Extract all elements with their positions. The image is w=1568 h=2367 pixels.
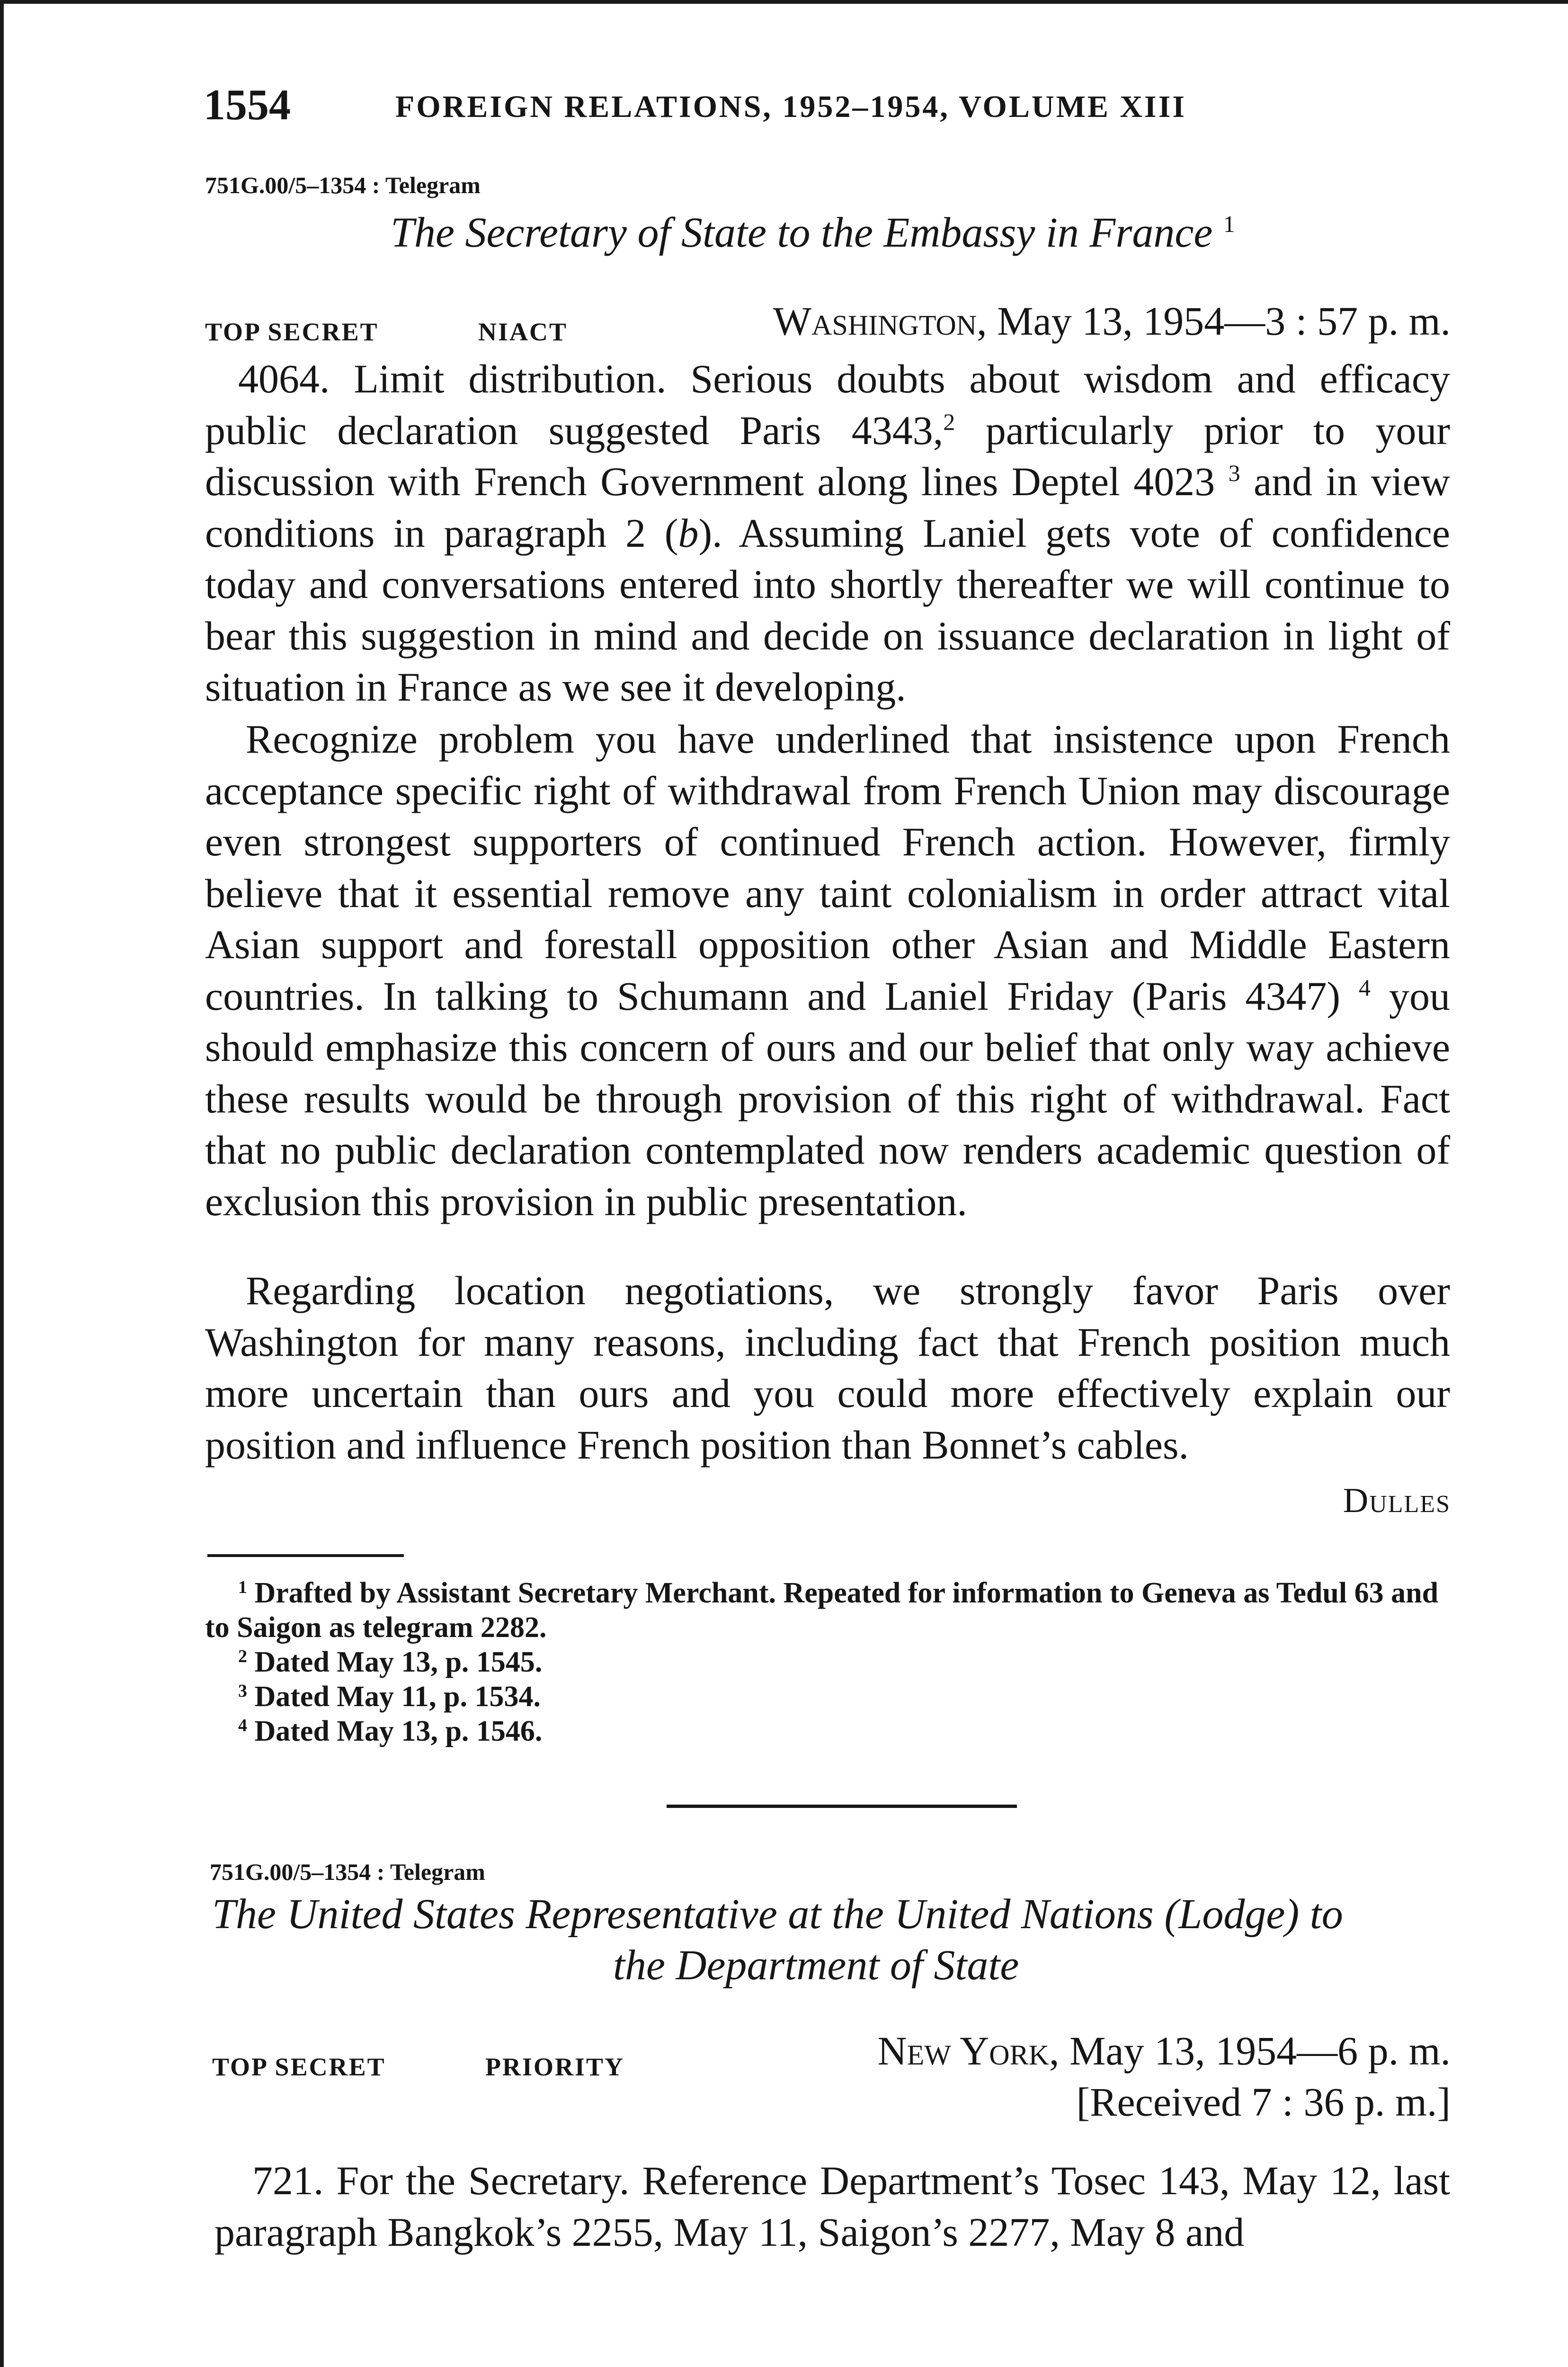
text-run: you should emphasize this concern of ours and our belief that only way achieve these results would be through provision of this right of withdrawal. Fact that no public declaration contemplated now renders academic question of exclusion this provision in public presentation. xyxy=(205,973,1450,1224)
italic-text: b xyxy=(678,510,699,556)
doc1-paragraph-3 xyxy=(205,1265,1450,1470)
doc1-title-text: The Secretary of State to the Embassy in France xyxy=(391,209,1213,256)
footnote-rule xyxy=(207,1554,404,1557)
doc1-classification: TOP SECRET xyxy=(205,318,379,346)
footnote-2 xyxy=(238,1645,1488,1680)
text-run: ). Assuming Laniel gets vote of confidence today and conversations entered into shortly thereafter we will continue to bear this suggestion in mind and decide on issuance declaration in light of situation in France as we see it developing. xyxy=(205,510,1450,710)
doc2-date: , May 13, 1954—6 p. m. xyxy=(1049,2028,1451,2073)
doc2-paragraph-1 xyxy=(214,2155,1450,2258)
doc1-title xyxy=(391,208,1235,257)
doc2-file-reference: 751G.00/5–1354 : Telegram xyxy=(210,1859,485,1885)
text-run: Regarding location negotiations, we strongly favor Paris over Washington for many reasons, including fact that French position much more uncertain than ours and you could more effectively explain our position and influence French position than Bonnet’s cables. xyxy=(205,1268,1450,1468)
doc1-signature: Dulles xyxy=(1343,1481,1451,1520)
footnote-reference: 2 xyxy=(943,408,955,435)
footnote-3-text: Dated May 11, p. 1534. xyxy=(254,1681,541,1713)
doc1-file-reference: 751G.00/5–1354 : Telegram xyxy=(205,172,481,198)
doc1-date: , May 13, 1954—3 : 57 p. m. xyxy=(977,298,1451,344)
footnote-3 xyxy=(238,1680,1488,1714)
doc2-title-line-1: The United States Representative at the United Nations (Lodge) to xyxy=(212,1891,1343,1938)
text-run: 721. For the Secretary. Reference Department’s Tosec 143, May 12, last paragraph Bangkok’s 2255, May 11, Saigon’s 2277, May 8 and xyxy=(214,2158,1450,2255)
footnote-2-number: 2 xyxy=(238,1646,247,1666)
footnote-3-number: 3 xyxy=(238,1681,247,1701)
text-run: and in view conditions in paragraph 2 ( xyxy=(205,459,1450,556)
doc2-classification: TOP SECRET xyxy=(212,2053,386,2081)
footnote-1 xyxy=(205,1576,1455,1645)
document-separator-rule xyxy=(667,1805,1017,1808)
doc1-title-footnote-marker: 1 xyxy=(1223,211,1235,237)
footnote-reference: 3 xyxy=(1228,460,1240,486)
text-run: particularly prior to your discussion with French Government along lines Deptel 4023 xyxy=(205,407,1450,504)
doc2-precedence: PRIORITY xyxy=(485,2053,625,2081)
footnote-1-text: Drafted by Assistant Secretary Merchant. Repeated for information to Geneva as Tedul 63 and to Saigon as telegram 2282. xyxy=(205,1577,1439,1644)
doc1-dateline xyxy=(773,297,1451,345)
text-run: Recognize problem you have underlined that insistence upon French acceptance specific right of withdrawal from French Union may discourage even strongest supporters of continued French action. However, firmly believe that it essential remove any taint colonialism in order attract vital Asian support and forestall opposition other Asian and Middle Eastern countries. In talking to Schumann and Laniel Friday (Paris 4347) xyxy=(205,716,1450,1019)
running-head: FOREIGN RELATIONS, 1952–1954, VOLUME XIII xyxy=(395,89,1187,124)
doc1-paragraph-1 xyxy=(205,353,1450,713)
doc2-dateline xyxy=(877,2027,1451,2074)
text-run: 4064. Limit distribution. Serious doubts about wisdom and efficacy public declaration suggested Paris 4343, xyxy=(205,356,1450,453)
footnote-4 xyxy=(238,1714,1488,1749)
doc2-received-time: [Received 7 : 36 p. m.] xyxy=(1076,2079,1451,2125)
footnote-reference: 4 xyxy=(1358,974,1371,1001)
doc1-paragraph-2 xyxy=(205,713,1450,1227)
doc2-place: New York xyxy=(877,2028,1049,2073)
doc1-precedence: NIACT xyxy=(478,318,568,346)
footnote-1-number: 1 xyxy=(238,1577,247,1597)
doc1-place: Washington xyxy=(773,298,977,344)
page-number: 1554 xyxy=(204,80,291,129)
footnote-4-number: 4 xyxy=(238,1716,247,1735)
footnote-2-text: Dated May 13, p. 1545. xyxy=(254,1646,543,1678)
doc2-title-line-2: the Department of State xyxy=(613,1942,1019,1989)
footnote-4-text: Dated May 13, p. 1546. xyxy=(254,1715,543,1747)
